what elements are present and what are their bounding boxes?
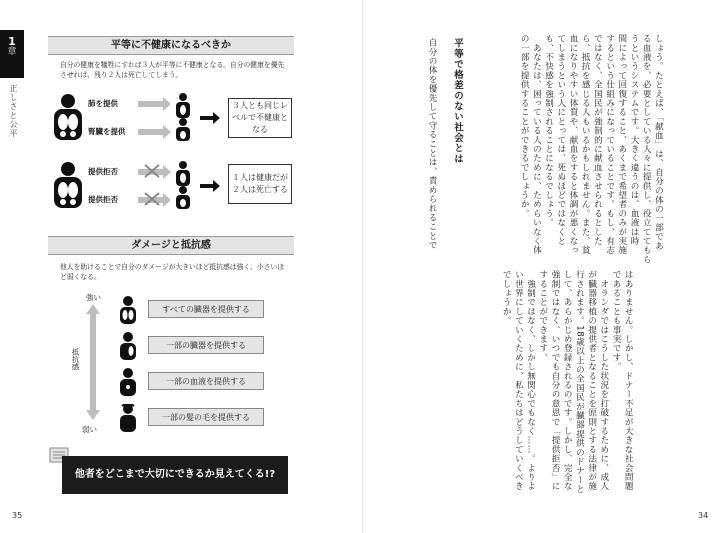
level-all-organs: すべての臓器を提供する	[148, 300, 264, 318]
level-blood: 一部の血液を提供する	[148, 372, 264, 390]
text-line: が臓器移植の提供者となることを原則とする法律が施	[586, 270, 597, 491]
text-line: る血液を、必要としている人々に提供し、役立ててもら	[641, 34, 652, 264]
page-gutter	[362, 0, 364, 533]
text-line: ではなく、全国民が強制的に献血させられるとした	[592, 34, 603, 246]
body-text-para2	[500, 270, 634, 506]
callout-banner: 他者をどこまで大切にできるか見えてくる!?	[62, 456, 288, 494]
section1-description: 自分の健康を犠牲にすれば３人が平等に不健康となる。自分の健康を優先させれば、残り２人は死亡してしまう。	[60, 61, 285, 79]
text-line: するという仕組みになっていることです。もし、有志	[604, 34, 615, 255]
text-line: 強制ではなく、しかし無関心でもなく……。よりよ	[525, 270, 536, 491]
section2-description: 他人を助けることで自分のダメージが大きいほど抵抗感は強く、小さいほど弱くなる。	[60, 263, 285, 281]
row3-label: 提供拒否	[88, 167, 118, 176]
page-number-right: 34	[698, 511, 709, 520]
level-hair: 一部の髪の毛を提供する	[148, 408, 264, 426]
person-hair-icon	[118, 404, 138, 432]
donor-figure-healthy-icon	[48, 92, 88, 142]
cross-mark-icon	[142, 162, 162, 208]
row4-label: 提供拒否	[88, 195, 118, 204]
text-line: 血になりやすい体質や、献血をすると体調が悪くなっ	[568, 34, 579, 255]
chapter-tab	[0, 30, 24, 78]
page-number-left: 35	[12, 511, 23, 520]
text-line: はありません。しかし、ドナー不足が大きな社会問題	[623, 270, 634, 491]
arrow-right-icon	[138, 129, 164, 135]
section2-title: ダメージと抵抗感	[48, 236, 294, 255]
row2-label: 腎臓を提供	[88, 127, 126, 136]
section1-title: 平等に不健康になるべきか	[48, 36, 294, 55]
person-blood-icon	[118, 368, 138, 396]
level-some-organs: 一部の臓器を提供する	[148, 336, 264, 354]
arrow-result-icon	[200, 184, 214, 188]
text-line: てしまうという人にとっては、死ぬほどではなくと	[555, 34, 566, 246]
result-box-unequal: １人は健康だが２人は死亡する	[228, 164, 292, 204]
text-line: 間によって回復すること、あくまで希望者のみが実施	[616, 34, 627, 255]
text-line: うというシステムです。大きく違うのは、血液は時	[629, 34, 640, 246]
result-box-equal: ３人とも同じレベルで不健康となる	[228, 98, 292, 138]
text-line: しょう。たとえば、「献血」は、自分の体の一部であ	[653, 34, 664, 251]
text-line: も、不快感を強制されることになるでしょう。	[543, 34, 554, 228]
text-line: の一部を提供することができるでしょうか。	[519, 34, 530, 218]
axis-label-weak: 弱い	[82, 425, 97, 434]
text-line: 強制ではなく、いつでも自分の意思で「提供拒否」に	[550, 270, 561, 491]
row1-label: 肺を提供	[88, 99, 118, 108]
section-heading: 平等で格差のない社会とは	[452, 38, 463, 164]
text-line: であることも事実です。	[611, 270, 622, 372]
text-line: することができます。	[537, 270, 548, 362]
chapter-subtitle: 正しさと公平	[9, 84, 18, 138]
text-line: でしょうか。	[501, 270, 512, 326]
chapter-number: 1	[8, 35, 16, 48]
axis-label-resistance: 抵抗感	[71, 348, 80, 371]
recipient-figure-icon	[172, 92, 194, 142]
arrow-right-icon	[138, 101, 164, 107]
section-subheading: 自分の体を優先して守ることは、責められることで	[427, 38, 437, 250]
text-line: い世界にしていくために、私たちはどうしていくべき	[513, 270, 524, 491]
body-text-para1	[518, 34, 664, 274]
chapter-label: 章	[7, 47, 17, 57]
donor-figure-refuse-icon	[48, 160, 88, 210]
double-arrow-icon	[86, 304, 100, 420]
text-line: あなたは、困っている人のために、ためらいなく体	[531, 34, 542, 255]
axis-label-strong: 強い	[86, 293, 101, 302]
recipient-figure-deceased-icon	[172, 160, 194, 210]
arrow-result-icon	[200, 116, 214, 120]
person-all-organs-icon	[118, 296, 138, 324]
text-line: して、あらかじめ登録されるのです。しかし、完全な	[562, 270, 573, 491]
person-some-organs-icon	[118, 332, 138, 360]
text-line: 行されます。18歳以上の全国民が臓器提供のドナーと	[574, 270, 585, 494]
text-line: ら、抵抗を感じる人もいるかもしれません。また、貧	[580, 34, 591, 255]
text-line: オランダではこうした状況を打破するために、成人	[598, 270, 609, 491]
